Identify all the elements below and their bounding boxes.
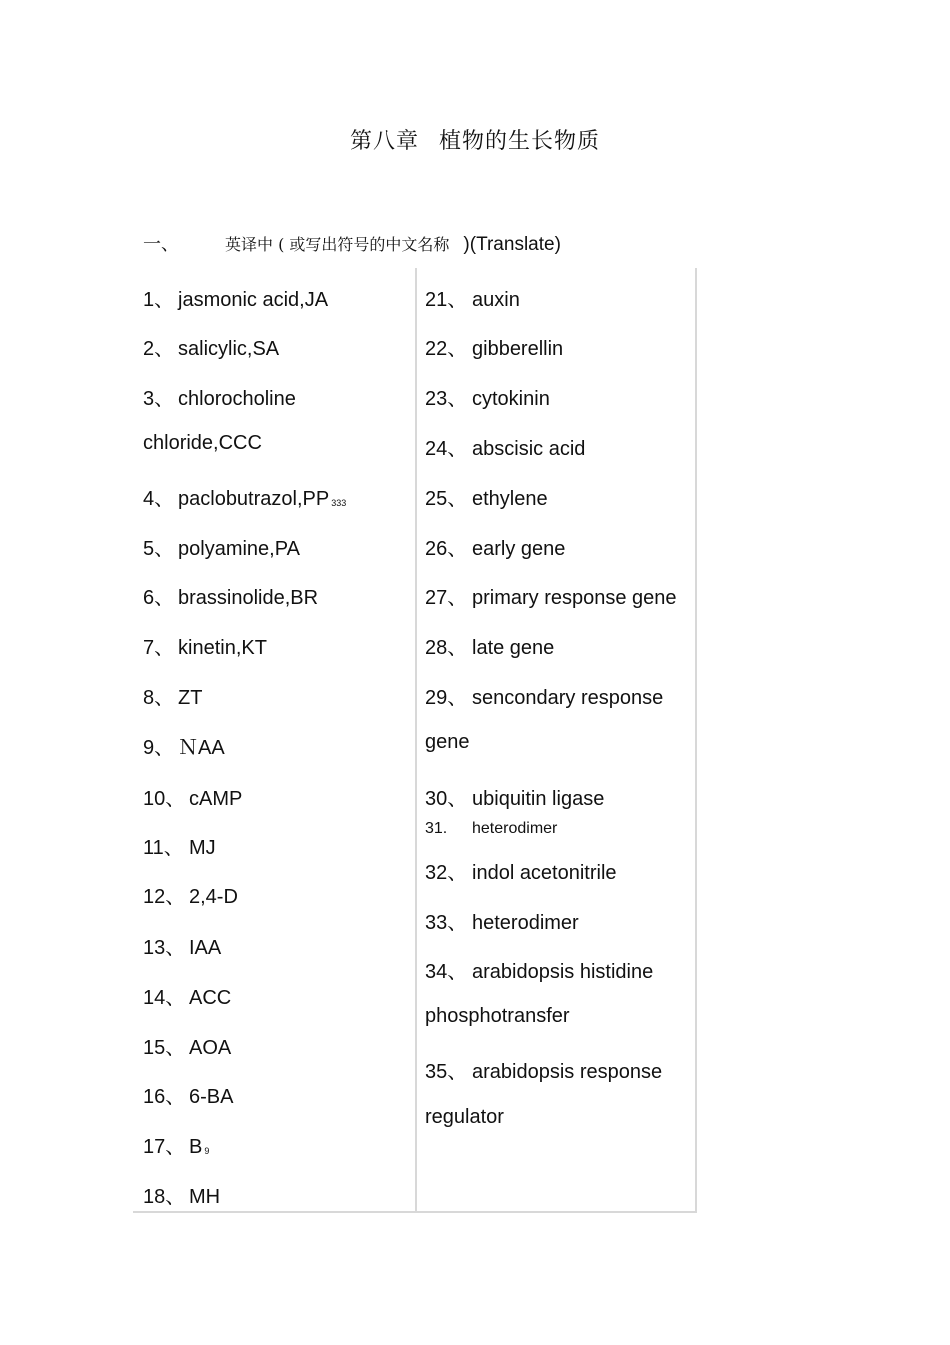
section-heading-zh: 英译中 ( 或写出符号的中文名称 <box>225 235 450 254</box>
term-item: 27、 primary response gene <box>425 587 677 609</box>
term-item: 21、 auxin <box>425 289 520 311</box>
column-divider <box>415 268 417 1213</box>
page-title <box>0 124 950 155</box>
term-item: 7、 kinetin,KT <box>143 637 267 659</box>
term-item: 15、 AOA <box>143 1037 232 1059</box>
chapter-title: 植物的生长物质 <box>439 129 601 154</box>
term-item: 11、 MJ <box>143 837 216 859</box>
term-item: 23、 cytokinin <box>425 388 550 410</box>
section-heading-en: )(Translate) <box>463 234 561 255</box>
section-heading <box>143 230 561 256</box>
table-bottom-border <box>133 1211 697 1213</box>
term-item: 30、 ubiquitin ligase <box>425 788 605 810</box>
term-item: 14、 ACC <box>143 987 232 1009</box>
term-item: 34、 arabidopsis histidine <box>425 961 654 983</box>
term-item: 28、 late gene <box>425 637 555 659</box>
term-item: 17、 B 9 <box>143 1136 210 1158</box>
term-item: 18、 MH <box>143 1186 221 1208</box>
term-item: 33、 heterodimer <box>425 912 579 934</box>
term-item: 8、 ZT <box>143 687 203 709</box>
term-item: 13、 IAA <box>143 937 222 959</box>
term-item: 31. heterodimer <box>425 820 558 837</box>
term-item: 32、 indol acetonitrile <box>425 862 617 884</box>
term-item: 9、 ＮAA <box>143 737 225 759</box>
term-item: 26、 early gene <box>425 538 566 560</box>
term-item: 3、 chlorocholine <box>143 388 296 410</box>
term-item: 24、 abscisic acid <box>425 438 586 460</box>
term-item: 2、 salicylic,SA <box>143 338 280 360</box>
term-item: 29、 sencondary response <box>425 687 664 709</box>
term-item: 25、 ethylene <box>425 488 548 510</box>
term-item-continuation: gene <box>425 731 470 753</box>
term-item-continuation: phosphotransfer <box>425 1005 570 1027</box>
term-item-continuation: regulator <box>425 1106 504 1128</box>
term-item: 35、 arabidopsis response <box>425 1061 663 1083</box>
term-item-continuation: chloride,CCC <box>143 432 262 454</box>
term-item: 12、 2,4-D <box>143 886 238 908</box>
term-item: 1、 jasmonic acid,JA <box>143 289 329 311</box>
term-item: 6、 brassinolide,BR <box>143 587 319 609</box>
table-right-border <box>695 268 697 1213</box>
term-item: 22、 gibberellin <box>425 338 564 360</box>
term-item: 16、 6-BA <box>143 1086 234 1108</box>
term-item: 5、 polyamine,PA <box>143 538 300 560</box>
section-number: 一、 <box>143 234 179 255</box>
term-item: 10、 cAMP <box>143 788 243 810</box>
term-item: 4、 paclobutrazol,PP 333 <box>143 488 347 510</box>
chapter-number: 第八章 <box>349 129 419 154</box>
